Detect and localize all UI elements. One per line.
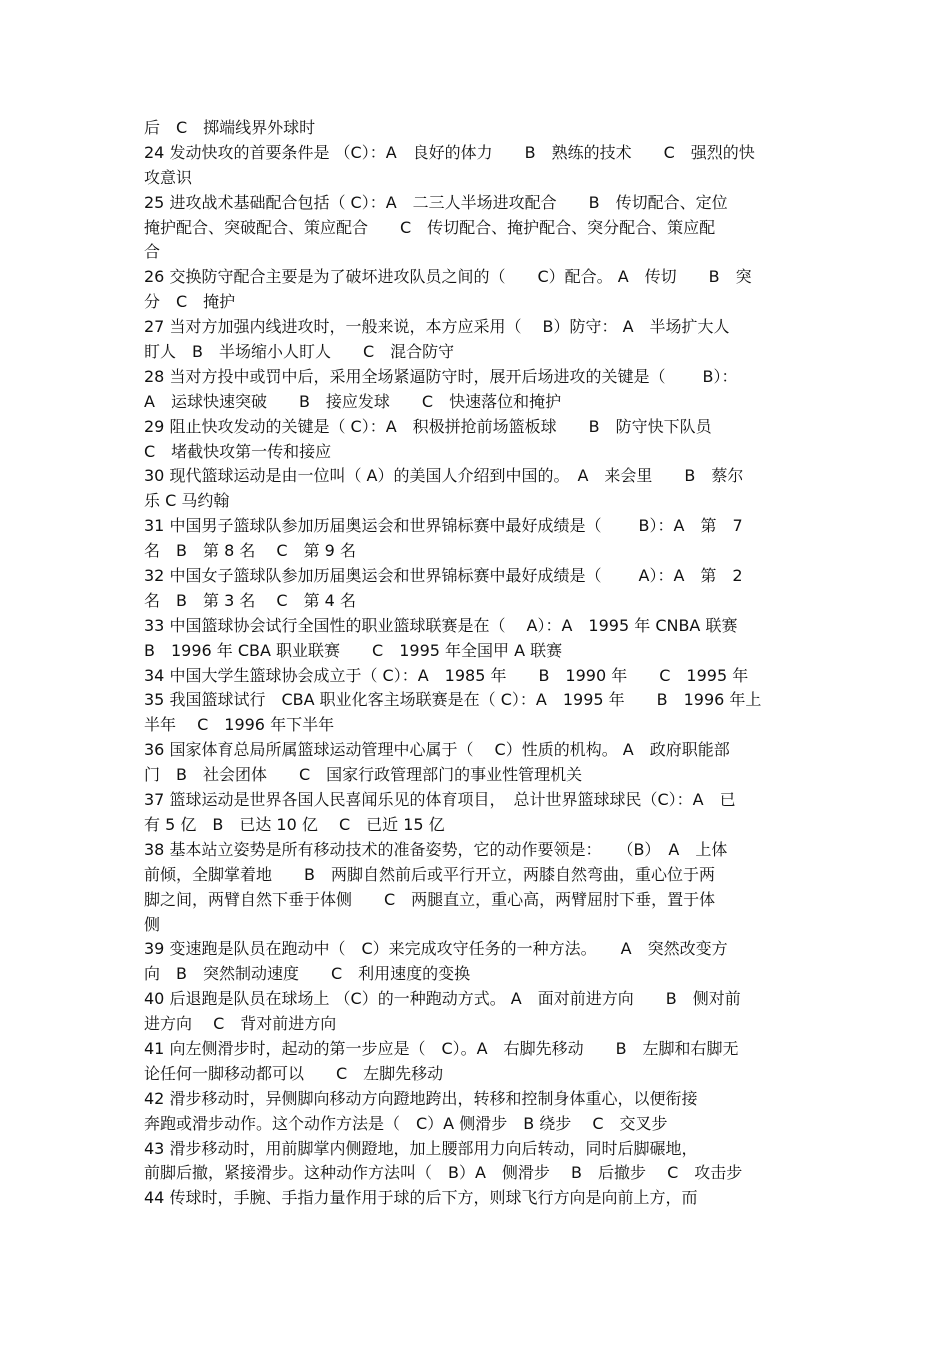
- text-line: B 1996 年 CBA 职业联赛 C 1995 年全国甲 A 联赛: [144, 640, 563, 660]
- text-line: 论任何一脚移动都可以 C 左脚先移动: [144, 1063, 444, 1083]
- text-line: 33 中国篮球协会试行全国性的职业篮球联赛是在（ A）：A 1995 年 CNBA 联赛: [144, 615, 738, 635]
- text-line: 34 中国大学生篮球协会成立于（ C）：A 1985 年 B 1990 年 C 1995 年: [144, 665, 749, 685]
- text-line: 42 滑步移动时，异侧脚向移动方向蹬地跨出，转移和控制身体重心，以便衔接: [144, 1088, 698, 1108]
- text-line: 44 传球时，手腕、手指力量作用于球的后下方，则球飞行方向是向前上方，而: [144, 1188, 698, 1208]
- text-line: 24 发动快攻的首要条件是 （C）：A 良好的体力 B 熟练的技术 C 强烈的快: [144, 142, 755, 162]
- text-line: 41 向左侧滑步时，起动的第一步应是（ C）。A 右脚先移动 B 左脚和右脚无: [144, 1038, 739, 1058]
- text-line: 向 B 突然制动速度 C 利用速度的变换: [144, 964, 471, 984]
- text-line: 进方向 C 背对前进方向: [144, 1014, 337, 1034]
- text-line: 有 5 亿 B 已达 10 亿 C 已近 15 亿: [144, 814, 445, 834]
- text-line: 27 当对方加强内线进攻时，一般来说，本方应采用（ B）防守： A 半场扩大人: [144, 317, 730, 337]
- text-line: 37 篮球运动是世界各国人民喜闻乐见的体育项目， 总计世界篮球球民（C）：A 已: [144, 790, 736, 810]
- text-line: 掩护配合、突破配合、策应配合 C 传切配合、掩护配合、突分配合、策应配: [144, 217, 716, 237]
- text-line: 25 进攻战术基础配合包括（ C）：A 二三人半场进攻配合 B 传切配合、定位: [144, 192, 728, 212]
- text-line: 前脚后撤，紧接滑步。这种动作方法叫（ B）A 侧滑步 B 后撤步 C 攻击步: [144, 1163, 743, 1183]
- text-line: 名 B 第 3 名 C 第 4 名: [144, 590, 356, 610]
- text-line: 43 滑步移动时，用前脚掌内侧蹬地，加上腰部用力向后转动，同时后脚碾地，: [144, 1138, 698, 1158]
- text-line: 36 国家体育总局所属篮球运动管理中心属于（ C）性质的机构。 A 政府职能部: [144, 740, 730, 760]
- text-line: 侧: [144, 914, 161, 934]
- text-line: 后 C 掷端线界外球时: [144, 118, 316, 137]
- text-line: 名 B 第 8 名 C 第 9 名: [144, 541, 356, 561]
- text-line: 奔跑或滑步动作。这个动作方法是（ C）A 侧滑步 B 绕步 C 交叉步: [144, 1113, 668, 1133]
- text-line: 26 交换防守配合主要是为了破坏进攻队员之间的（ C）配合。 A 传切 B 突: [144, 267, 752, 287]
- text-line: 半年 C 1996 年下半年: [144, 715, 335, 735]
- text-line: 门 B 社会团体 C 国家行政管理部门的事业性管理机关: [144, 765, 583, 785]
- text-line: 前倾，全脚掌着地 B 两脚自然前后或平行开立，两膝自然弯曲，重心位于两: [144, 864, 715, 884]
- text-line: 35 我国篮球试行 CBA 职业化客主场联赛是在（ C）：A 1995 年 B 1996 年上: [144, 690, 762, 710]
- text-line: 31 中国男子篮球队参加历届奥运会和世界锦标赛中最好成绩是（ B）：A 第 7: [144, 516, 743, 536]
- text-line: 攻意识: [144, 167, 193, 187]
- text-line: 合: [144, 242, 161, 262]
- text-line: 40 后退跑是队员在球场上 （C）的一种跑动方式。 A 面对前进方向 B 侧对前: [144, 989, 741, 1009]
- text-line: 乐 C 马约翰: [144, 491, 230, 511]
- text-line: 29 阻止快攻发动的关键是（ C）：A 积极拼抢前场篮板球 B 防守快下队员: [144, 416, 712, 436]
- text-line: 30 现代篮球运动是由一位叫（ A）的美国人介绍到中国的。 A 来会里 B 蔡尔: [144, 466, 744, 486]
- text-line: A 运球快速突破 B 接应发球 C 快速落位和掩护: [144, 391, 562, 411]
- text-line: 盯人 B 半场缩小人盯人 C 混合防守: [144, 342, 455, 362]
- document-body: [144, 116, 808, 1211]
- text-line: 分 C 掩护: [144, 292, 236, 312]
- text-line: 32 中国女子篮球队参加历届奥运会和世界锦标赛中最好成绩是（ A）：A 第 2: [144, 566, 743, 586]
- text-line: 脚之间，两臂自然下垂于体侧 C 两腿直立，重心高，两臂屈肘下垂，置于体: [144, 889, 716, 909]
- text-line: 28 当对方投中或罚中后，采用全场紧逼防守时，展开后场进攻的关键是（ B）：: [144, 366, 738, 386]
- text-line: 38 基本站立姿势是所有移动技术的准备姿势，它的动作要领是： （B） A 上体: [144, 839, 728, 859]
- text-line: C 堵截快攻第一传和接应: [144, 441, 332, 461]
- text-line: 39 变速跑是队员在跑动中（ C）来完成攻守任务的一种方法。 A 突然改变方: [144, 939, 728, 959]
